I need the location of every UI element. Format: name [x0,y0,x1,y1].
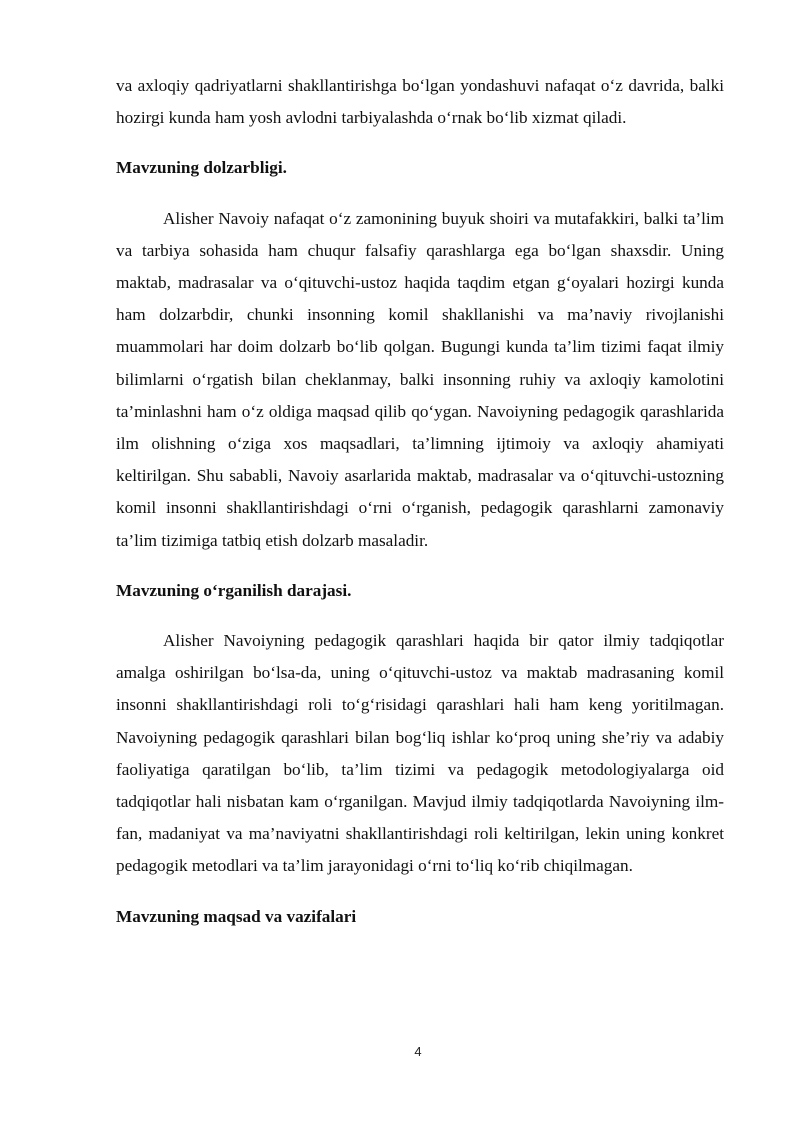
heading-study-level: Mavzuning o‘rganilish darajasi. [116,580,352,600]
paragraph-intro-continuation: va axloqiy qadriyatlarni shakllantirishga bo‘lgan yondashuvi nafaqat o‘z davrida, balki hozirgi kunda ham yosh avlodni tarbiyalashda o‘rnak bo‘lib xizmat qiladi. [116,76,724,128]
paragraph-relevance: Alisher Navoiy nafaqat o‘z zamonining buyuk shoiri va mutafakkiri, balki ta’lim va tarbiya sohasida ham chuqur falsafiy qarashlarga ega bo‘lgan shaxsdir. Uning maktab, madrasalar va o‘qituvchi-ustoz haqida taqdim etgan g‘oyalari hozirgi kunda ham dolzarbdir, chunki insonning komil shakllanishi va ma’naviy rivojlanishi muammolari har doim dolzarb bo‘lib qolgan. Bugungi kunda ta’lim tizimi faqat ilmiy bilimlarni o‘rgatish bilan cheklanmay, balki insonning ruhiy va axloqiy kamolotini ta’minlashni ham o‘z oldiga maqsad qilib qo‘ygan. Navoiyning pedagogik qarashlarida ilm olishning o‘ziga xos maqsadlari, ta’limning ijtimoiy va axloqiy ahamiyati keltirilgan. Shu sababli, Navoiy asarlarida maktab, madrasalar va o‘qituvchi-ustozning komil insonni shakllantirishdagi o‘rni o‘rganish, pedagogik qarashlarni zamonaviy ta’lim tizimiga tatbiq etish dolzarb masaladir. [116,208,724,550]
heading-goals-tasks: Mavzuning maqsad va vazifalari [116,906,357,926]
heading-relevance: Mavzuning dolzarbligi. [116,158,287,178]
page-content [116,70,724,933]
paragraph-study-level: Alisher Navoiyning pedagogik qarashlari haqida bir qator ilmiy tadqiqotlar amalga oshirilgan bo‘lsa-da, uning o‘qituvchi-ustoz va maktab madrasaning komil insonni shakllantirishdagi roli to‘g‘risidagi qarashlari hali ham keng yoritilmagan. Navoiyning pedagogik qarashlari bilan bog‘liq ishlar ko‘proq uning she’riy va adabiy faoliyatiga qaratilgan bo‘lib, ta’lim tizimi va pedagogik metodologiyalarga oid tadqiqotlar hali nisbatan kam o‘rganilgan. Mavjud ilmiy tadqiqotlarda Navoiyning ilm-fan, madaniyat va ma’naviyatni shakllantirishdagi roli keltirilgan, lekin uning konkret pedagogik metodlari va ta’lim jarayonidagi o‘rni to‘liq ko‘rib chiqilmagan. [116,631,724,876]
page-number: 4 [414,1044,422,1059]
